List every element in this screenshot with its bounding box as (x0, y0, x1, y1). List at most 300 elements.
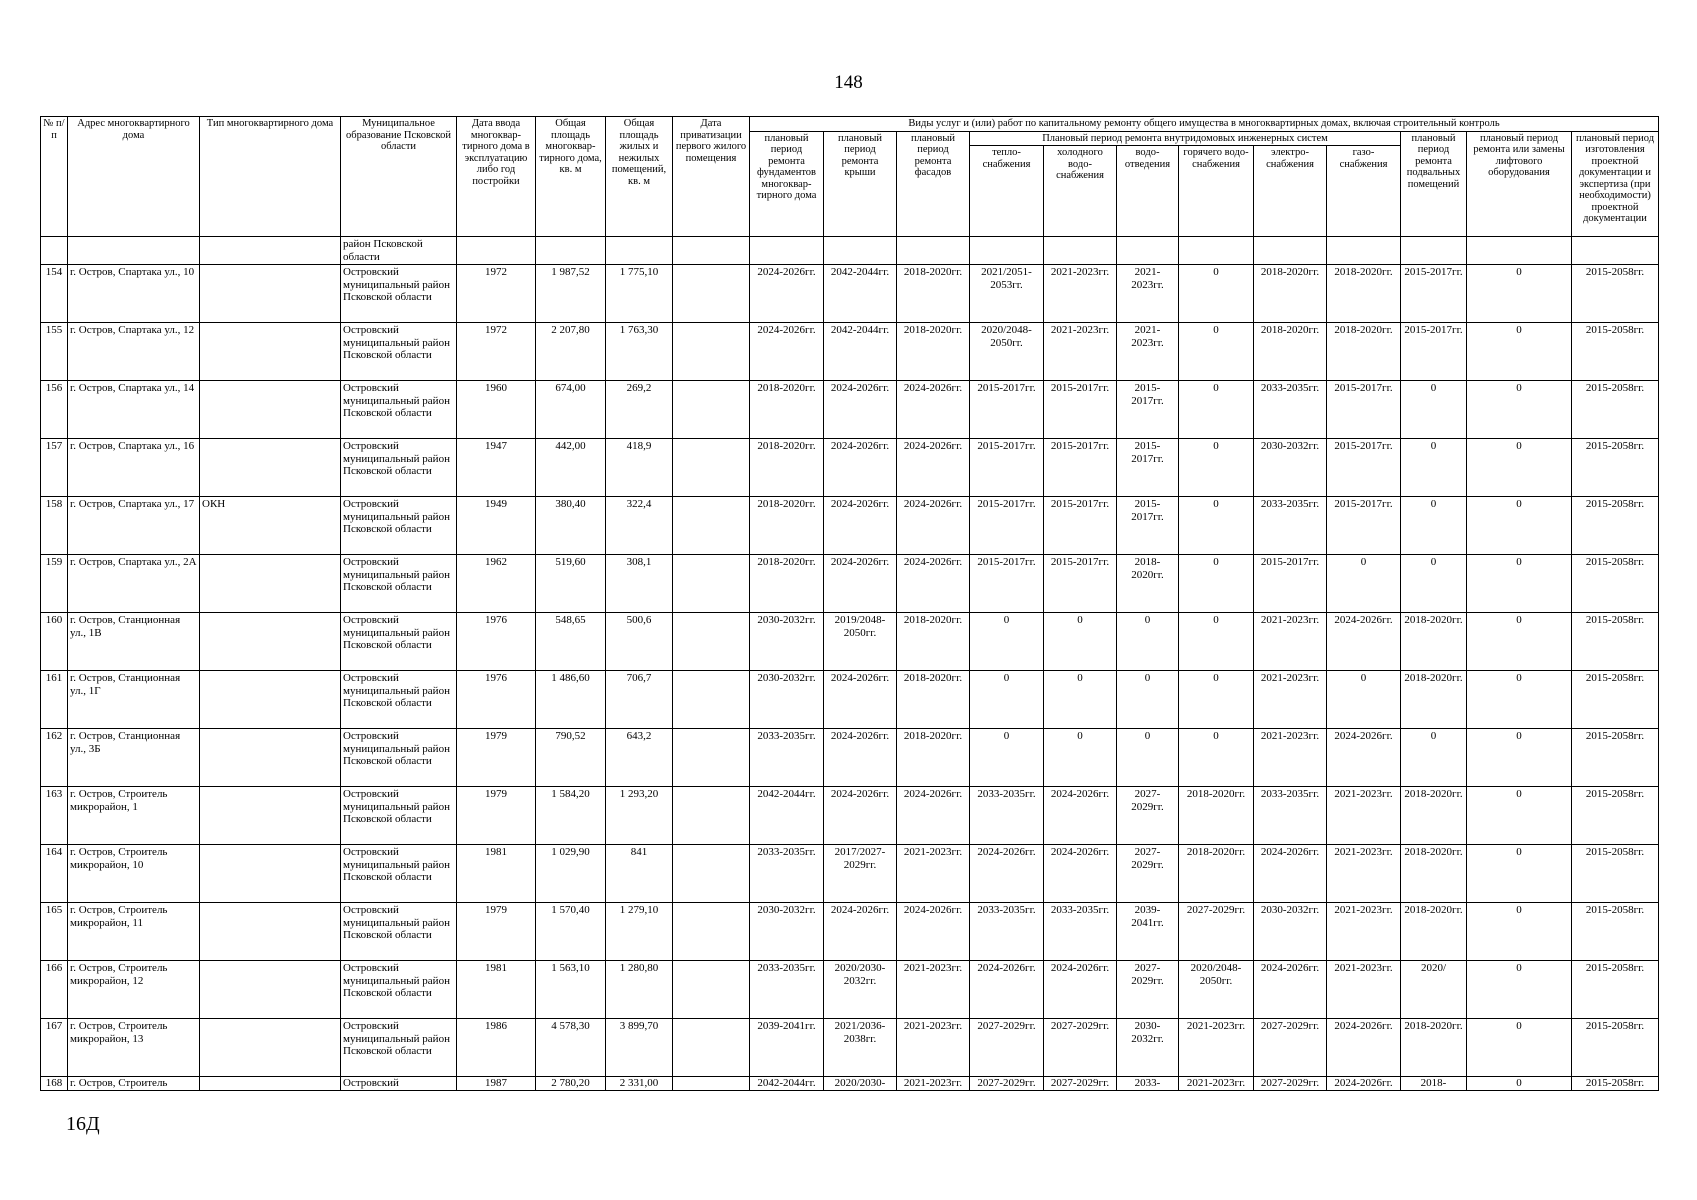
row-elevator: 0 (1467, 265, 1572, 323)
row-elevator: 0 (1467, 381, 1572, 439)
table-row (41, 1077, 1659, 1091)
table-row (41, 555, 1659, 613)
row-address: г. Остров, Строитель микрорайон, 1 (68, 787, 200, 845)
row-foundation: 2018-2020гг. (750, 497, 824, 555)
table-row (41, 265, 1659, 323)
header-address: Адрес многоквартирного дома (68, 117, 200, 237)
row-total-area: 442,00 (536, 439, 606, 497)
row-cold-water: 0 (1044, 613, 1117, 671)
row-design: 2015-2058гг. (1572, 787, 1659, 845)
row-heat: 2027-2029гг. (970, 1019, 1044, 1077)
capital-repair-table (40, 116, 1659, 1091)
row-year: 1981 (457, 845, 536, 903)
row-year: 1962 (457, 555, 536, 613)
row-municipality: Островский муниципальный район Псковской области (341, 903, 457, 961)
row-municipality: Островский (341, 1077, 457, 1091)
row-foundation: 2018-2020гг. (750, 555, 824, 613)
row-address: г. Остров, Строитель микрорайон, 12 (68, 961, 200, 1019)
row-living-area: 1 293,20 (606, 787, 673, 845)
row-municipality: Островский муниципальный район Псковской области (341, 961, 457, 1019)
row-cold-water: 2015-2017гг. (1044, 497, 1117, 555)
row-municipality: Островский муниципальный район Псковской области (341, 729, 457, 787)
row-heat: 2033-2035гг. (970, 787, 1044, 845)
row-foundation: 2042-2044гг. (750, 787, 824, 845)
row-total-area: 2 207,80 (536, 323, 606, 381)
header-num: № п/п (41, 117, 68, 237)
row-facade: 2018-2020гг. (897, 323, 970, 381)
row-design: 2015-2058гг. (1572, 845, 1659, 903)
row-sewer: 2018-2020гг. (1117, 555, 1179, 613)
row-basement: 2018-2020гг. (1401, 787, 1467, 845)
row-roof: 2024-2026гг. (824, 903, 897, 961)
row-electric: 2015-2017гг. (1254, 555, 1327, 613)
row-total-area: 2 780,20 (536, 1077, 606, 1091)
row-address: г. Остров, Спартака ул., 16 (68, 439, 200, 497)
row-foundation: 2033-2035гг. (750, 845, 824, 903)
row-total-area: 380,40 (536, 497, 606, 555)
row-num: 167 (41, 1019, 68, 1077)
row-electric: 2033-2035гг. (1254, 497, 1327, 555)
row-living-area: 643,2 (606, 729, 673, 787)
row-num: 164 (41, 845, 68, 903)
row-living-area: 706,7 (606, 671, 673, 729)
row-year: 1960 (457, 381, 536, 439)
row-num: 162 (41, 729, 68, 787)
row-foundation: 2024-2026гг. (750, 323, 824, 381)
row-elevator: 0 (1467, 555, 1572, 613)
row-basement: 2018-2020гг. (1401, 845, 1467, 903)
row-facade: 2024-2026гг. (897, 439, 970, 497)
row-privatization (673, 845, 750, 903)
row-foundation: 2033-2035гг. (750, 961, 824, 1019)
row-num: 154 (41, 265, 68, 323)
row-elevator: 0 (1467, 787, 1572, 845)
row-living-area: 3 899,70 (606, 1019, 673, 1077)
row-facade: 2018-2020гг. (897, 671, 970, 729)
row-address: г. Остров, Спартака ул., 10 (68, 265, 200, 323)
row-type (200, 381, 341, 439)
row-roof: 2024-2026гг. (824, 497, 897, 555)
row-hot-water: 0 (1179, 671, 1254, 729)
row-sewer: 2039-2041гг. (1117, 903, 1179, 961)
header-design: плановый период изготовления проектной документации и экспертиза (при необходимости) проектной документации (1572, 131, 1659, 237)
row-design: 2015-2058гг. (1572, 1077, 1659, 1091)
row-roof: 2024-2026гг. (824, 381, 897, 439)
table-row (41, 323, 1659, 381)
row-foundation: 2030-2032гг. (750, 903, 824, 961)
row-privatization (673, 1077, 750, 1091)
row-municipality: Островский муниципальный район Псковской области (341, 787, 457, 845)
header-municipality: Муниципальное образование Псковской области (341, 117, 457, 237)
row-total-area: 548,65 (536, 613, 606, 671)
row-living-area: 418,9 (606, 439, 673, 497)
row-facade: 2024-2026гг. (897, 787, 970, 845)
row-living-area: 841 (606, 845, 673, 903)
row-design: 2015-2058гг. (1572, 381, 1659, 439)
row-elevator: 0 (1467, 845, 1572, 903)
table-row (41, 439, 1659, 497)
header-type: Тип многоквартирного дома (200, 117, 341, 237)
header-basement: плановый период ремонта подвальных помещений (1401, 131, 1467, 237)
row-gas: 0 (1327, 671, 1401, 729)
row-sewer: 0 (1117, 671, 1179, 729)
row-living-area: 322,4 (606, 497, 673, 555)
row-facade: 2018-2020гг. (897, 729, 970, 787)
page-number: 148 (834, 72, 863, 93)
row-elevator: 0 (1467, 439, 1572, 497)
row-gas: 2021-2023гг. (1327, 903, 1401, 961)
row-hot-water: 0 (1179, 323, 1254, 381)
row-roof: 2017/2027-2029гг. (824, 845, 897, 903)
table-row (41, 845, 1659, 903)
row-address: г. Остров, Строитель микрорайон, 10 (68, 845, 200, 903)
row-elevator: 0 (1467, 961, 1572, 1019)
row-year: 1979 (457, 903, 536, 961)
row-cold-water: 0 (1044, 671, 1117, 729)
row-electric: 2018-2020гг. (1254, 265, 1327, 323)
header-heat: тепло-снабжения (970, 146, 1044, 237)
row-sewer: 2033- (1117, 1077, 1179, 1091)
row-roof: 2020/2030- (824, 1077, 897, 1091)
row-cold-water: 2027-2029гг. (1044, 1019, 1117, 1077)
row-address: г. Остров, Спартака ул., 17 (68, 497, 200, 555)
row-basement: 2018-2020гг. (1401, 671, 1467, 729)
row-gas: 2024-2026гг. (1327, 729, 1401, 787)
row-heat: 0 (970, 671, 1044, 729)
row-type (200, 323, 341, 381)
row-facade: 2021-2023гг. (897, 845, 970, 903)
row-privatization (673, 265, 750, 323)
header-foundation: плановый период ремонта фундаментов многоквар-тирного дома (750, 131, 824, 237)
row-electric: 2030-2032гг. (1254, 439, 1327, 497)
row-sewer: 2015-2017гг. (1117, 381, 1179, 439)
table-row (41, 671, 1659, 729)
row-num: 166 (41, 961, 68, 1019)
row-living-area: 1 775,10 (606, 265, 673, 323)
row-type (200, 439, 341, 497)
row-facade: 2021-2023гг. (897, 1077, 970, 1091)
row-elevator: 0 (1467, 323, 1572, 381)
row-foundation: 2018-2020гг. (750, 381, 824, 439)
row-gas: 2015-2017гг. (1327, 381, 1401, 439)
row-elevator: 0 (1467, 613, 1572, 671)
row-roof: 2024-2026гг. (824, 787, 897, 845)
row-type (200, 845, 341, 903)
row-address: г. Остров, Строитель микрорайон, 11 (68, 903, 200, 961)
row-gas: 2021-2023гг. (1327, 787, 1401, 845)
row-electric: 2021-2023гг. (1254, 729, 1327, 787)
row-elevator: 0 (1467, 1077, 1572, 1091)
footer-mark: 16Д (66, 1113, 100, 1135)
row-year: 1987 (457, 1077, 536, 1091)
continuation-row (41, 237, 1659, 265)
row-facade: 2024-2026гг. (897, 381, 970, 439)
row-cold-water: 2021-2023гг. (1044, 323, 1117, 381)
header-roof: плановый период ремонта крыши (824, 131, 897, 237)
row-electric: 2030-2032гг. (1254, 903, 1327, 961)
row-gas: 2021-2023гг. (1327, 845, 1401, 903)
row-address: г. Остров, Станционная ул., 3Б (68, 729, 200, 787)
row-heat: 2033-2035гг. (970, 903, 1044, 961)
row-municipality: Островский муниципальный район Псковской области (341, 265, 457, 323)
row-sewer: 0 (1117, 613, 1179, 671)
row-gas: 2024-2026гг. (1327, 613, 1401, 671)
row-electric: 2027-2029гг. (1254, 1077, 1327, 1091)
row-living-area: 269,2 (606, 381, 673, 439)
row-total-area: 4 578,30 (536, 1019, 606, 1077)
row-basement: 0 (1401, 555, 1467, 613)
row-basement: 2015-2017гг. (1401, 265, 1467, 323)
row-foundation: 2024-2026гг. (750, 265, 824, 323)
row-type (200, 729, 341, 787)
row-heat: 2015-2017гг. (970, 381, 1044, 439)
row-roof: 2042-2044гг. (824, 323, 897, 381)
table-row (41, 787, 1659, 845)
row-type: ОКН (200, 497, 341, 555)
row-total-area: 1 486,60 (536, 671, 606, 729)
row-total-area: 1 029,90 (536, 845, 606, 903)
header-sewer: водо-отведения (1117, 146, 1179, 237)
row-roof: 2024-2026гг. (824, 439, 897, 497)
header-hot-water: горячего водо-снабжения (1179, 146, 1254, 237)
row-design: 2015-2058гг. (1572, 439, 1659, 497)
row-privatization (673, 1019, 750, 1077)
row-basement: 0 (1401, 729, 1467, 787)
row-address: г. Остров, Станционная ул., 1Г (68, 671, 200, 729)
row-elevator: 0 (1467, 1019, 1572, 1077)
row-basement: 0 (1401, 439, 1467, 497)
header-cold-water: холодного водо-снабжения (1044, 146, 1117, 237)
row-facade: 2024-2026гг. (897, 555, 970, 613)
header-total-area: Общая площадь многоквар-тирного дома, кв. м (536, 117, 606, 237)
row-hot-water: 2027-2029гг. (1179, 903, 1254, 961)
row-roof: 2024-2026гг. (824, 671, 897, 729)
row-num: 161 (41, 671, 68, 729)
row-roof: 2042-2044гг. (824, 265, 897, 323)
row-privatization (673, 497, 750, 555)
row-privatization (673, 671, 750, 729)
row-municipality: Островский муниципальный район Псковской области (341, 497, 457, 555)
row-gas: 2018-2020гг. (1327, 323, 1401, 381)
row-hot-water: 0 (1179, 265, 1254, 323)
row-year: 1947 (457, 439, 536, 497)
row-cold-water: 2027-2029гг. (1044, 1077, 1117, 1091)
row-heat: 0 (970, 729, 1044, 787)
row-sewer: 2015-2017гг. (1117, 497, 1179, 555)
row-living-area: 1 280,80 (606, 961, 673, 1019)
row-privatization (673, 961, 750, 1019)
row-design: 2015-2058гг. (1572, 555, 1659, 613)
row-basement: 0 (1401, 381, 1467, 439)
row-num: 159 (41, 555, 68, 613)
row-num: 160 (41, 613, 68, 671)
row-electric: 2021-2023гг. (1254, 671, 1327, 729)
row-privatization (673, 555, 750, 613)
row-facade: 2024-2026гг. (897, 497, 970, 555)
row-address: г. Остров, Станционная ул., 1В (68, 613, 200, 671)
row-total-area: 1 987,52 (536, 265, 606, 323)
row-municipality: Островский муниципальный район Псковской области (341, 613, 457, 671)
row-gas: 2018-2020гг. (1327, 265, 1401, 323)
row-sewer: 2015-2017гг. (1117, 439, 1179, 497)
row-cold-water: 2033-2035гг. (1044, 903, 1117, 961)
row-foundation: 2039-2041гг. (750, 1019, 824, 1077)
row-basement: 2018-2020гг. (1401, 903, 1467, 961)
table-row (41, 961, 1659, 1019)
row-facade: 2024-2026гг. (897, 903, 970, 961)
row-heat: 2015-2017гг. (970, 555, 1044, 613)
row-hot-water: 0 (1179, 555, 1254, 613)
row-design: 2015-2058гг. (1572, 903, 1659, 961)
header-electric: электро-снабжения (1254, 146, 1327, 237)
row-living-area: 1 763,30 (606, 323, 673, 381)
table-row (41, 729, 1659, 787)
row-hot-water: 0 (1179, 439, 1254, 497)
row-design: 2015-2058гг. (1572, 265, 1659, 323)
row-total-area: 519,60 (536, 555, 606, 613)
row-year: 1976 (457, 613, 536, 671)
row-living-area: 2 331,00 (606, 1077, 673, 1091)
table-row (41, 497, 1659, 555)
row-foundation: 2030-2032гг. (750, 613, 824, 671)
row-hot-water: 2020/2048-2050гг. (1179, 961, 1254, 1019)
row-year: 1981 (457, 961, 536, 1019)
row-design: 2015-2058гг. (1572, 613, 1659, 671)
row-gas: 2021-2023гг. (1327, 961, 1401, 1019)
row-electric: 2018-2020гг. (1254, 323, 1327, 381)
header-works-group: Виды услуг и (или) работ по капитальному ремонту общего имущества в многоквартирных домах, включая строительный контроль (750, 117, 1659, 132)
row-roof: 2020/2030-2032гг. (824, 961, 897, 1019)
row-cold-water: 2015-2017гг. (1044, 381, 1117, 439)
row-hot-water: 2021-2023гг. (1179, 1077, 1254, 1091)
row-electric: 2033-2035гг. (1254, 787, 1327, 845)
row-num: 168 (41, 1077, 68, 1091)
row-roof: 2021/2036-2038гг. (824, 1019, 897, 1077)
row-address: г. Остров, Спартака ул., 2А (68, 555, 200, 613)
row-gas: 2024-2026гг. (1327, 1019, 1401, 1077)
table-row (41, 613, 1659, 671)
row-roof: 2019/2048-2050гг. (824, 613, 897, 671)
row-hot-water: 0 (1179, 613, 1254, 671)
row-basement: 2018-2020гг. (1401, 1019, 1467, 1077)
row-electric: 2021-2023гг. (1254, 613, 1327, 671)
row-year: 1979 (457, 729, 536, 787)
header-systems-group: Плановый период ремонта внутридомовых инженерных систем (970, 131, 1401, 146)
row-year: 1986 (457, 1019, 536, 1077)
row-cold-water: 0 (1044, 729, 1117, 787)
row-hot-water: 0 (1179, 381, 1254, 439)
row-address: г. Остров, Спартака ул., 12 (68, 323, 200, 381)
row-electric: 2024-2026гг. (1254, 845, 1327, 903)
row-type (200, 555, 341, 613)
row-total-area: 674,00 (536, 381, 606, 439)
row-type (200, 1019, 341, 1077)
row-heat: 2024-2026гг. (970, 961, 1044, 1019)
row-sewer: 2021-2023гг. (1117, 323, 1179, 381)
row-municipality: Островский муниципальный район Псковской области (341, 381, 457, 439)
row-cold-water: 2024-2026гг. (1044, 787, 1117, 845)
row-design: 2015-2058гг. (1572, 671, 1659, 729)
row-type (200, 265, 341, 323)
row-heat: 2021/2051-2053гг. (970, 265, 1044, 323)
row-year: 1972 (457, 265, 536, 323)
row-total-area: 1 584,20 (536, 787, 606, 845)
row-design: 2015-2058гг. (1572, 961, 1659, 1019)
row-privatization (673, 381, 750, 439)
row-electric: 2027-2029гг. (1254, 1019, 1327, 1077)
row-type (200, 613, 341, 671)
row-cold-water: 2024-2026гг. (1044, 961, 1117, 1019)
row-num: 165 (41, 903, 68, 961)
row-municipality: Островский муниципальный район Псковской области (341, 323, 457, 381)
row-foundation: 2018-2020гг. (750, 439, 824, 497)
row-cold-water: 2015-2017гг. (1044, 439, 1117, 497)
row-num: 163 (41, 787, 68, 845)
row-address: г. Остров, Строитель (68, 1077, 200, 1091)
row-basement: 2018-2020гг. (1401, 613, 1467, 671)
row-hot-water: 0 (1179, 729, 1254, 787)
row-gas: 2024-2026гг. (1327, 1077, 1401, 1091)
row-roof: 2024-2026гг. (824, 555, 897, 613)
row-basement: 0 (1401, 497, 1467, 555)
row-type (200, 671, 341, 729)
row-heat: 2024-2026гг. (970, 845, 1044, 903)
row-design: 2015-2058гг. (1572, 497, 1659, 555)
row-basement: 2018- (1401, 1077, 1467, 1091)
row-cold-water: 2021-2023гг. (1044, 265, 1117, 323)
header-date-built: Дата ввода многоквар-тирного дома в эксплуатацию либо год постройки (457, 117, 536, 237)
row-sewer: 2027-2029гг. (1117, 787, 1179, 845)
row-elevator: 0 (1467, 903, 1572, 961)
row-privatization (673, 613, 750, 671)
row-sewer: 2021-2023гг. (1117, 265, 1179, 323)
row-type (200, 903, 341, 961)
row-type (200, 787, 341, 845)
row-heat: 2027-2029гг. (970, 1077, 1044, 1091)
row-total-area: 790,52 (536, 729, 606, 787)
row-elevator: 0 (1467, 729, 1572, 787)
row-privatization (673, 787, 750, 845)
row-hot-water: 2018-2020гг. (1179, 787, 1254, 845)
row-municipality: Островский муниципальный район Псковской области (341, 845, 457, 903)
row-privatization (673, 729, 750, 787)
table-row (41, 381, 1659, 439)
row-num: 156 (41, 381, 68, 439)
header-gas: газо-снабжения (1327, 146, 1401, 237)
row-num: 155 (41, 323, 68, 381)
table-row (41, 903, 1659, 961)
row-year: 1972 (457, 323, 536, 381)
row-heat: 2015-2017гг. (970, 439, 1044, 497)
row-sewer: 2027-2029гг. (1117, 961, 1179, 1019)
row-living-area: 1 279,10 (606, 903, 673, 961)
row-municipality: Островский муниципальный район Псковской области (341, 671, 457, 729)
row-sewer: 2027-2029гг. (1117, 845, 1179, 903)
row-elevator: 0 (1467, 497, 1572, 555)
row-design: 2015-2058гг. (1572, 729, 1659, 787)
table-row (41, 1019, 1659, 1077)
row-heat: 2020/2048-2050гг. (970, 323, 1044, 381)
row-year: 1949 (457, 497, 536, 555)
row-hot-water: 2021-2023гг. (1179, 1019, 1254, 1077)
header-elevator: плановый период ремонта или замены лифтового оборудования (1467, 131, 1572, 237)
row-total-area: 1 563,10 (536, 961, 606, 1019)
row-privatization (673, 439, 750, 497)
row-municipality: Островский муниципальный район Псковской области (341, 1019, 457, 1077)
row-type (200, 1077, 341, 1091)
continuation-municipality: район Псковской области (341, 237, 457, 265)
row-hot-water: 0 (1179, 497, 1254, 555)
